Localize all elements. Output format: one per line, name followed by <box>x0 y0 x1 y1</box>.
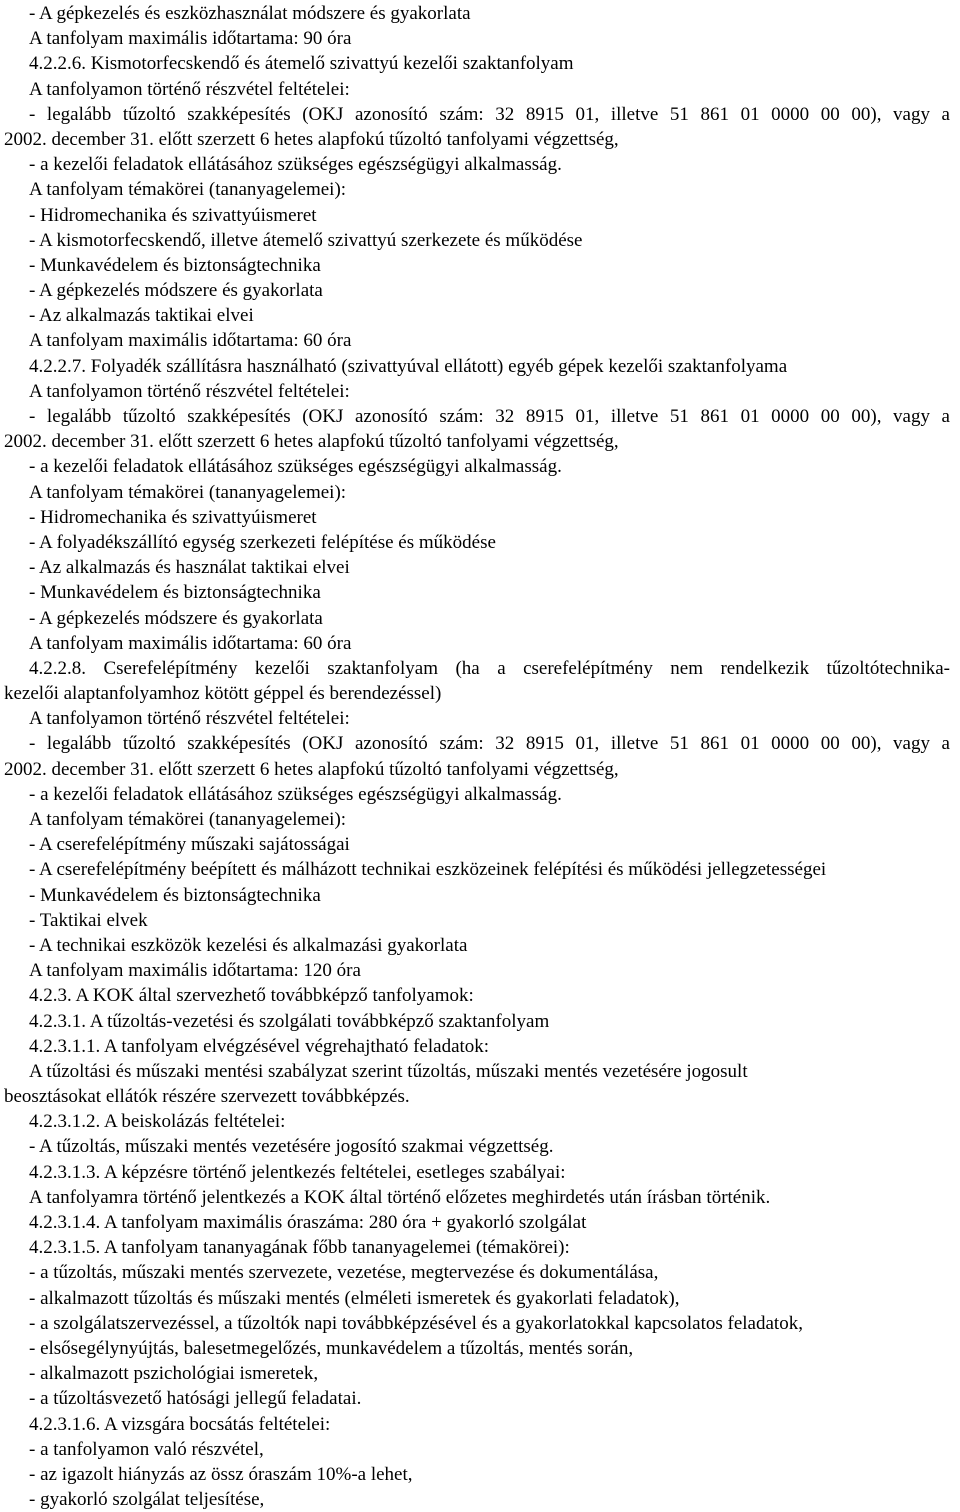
text-line: - az igazolt hiányzás az össz óraszám 10%-a lehet, <box>29 1463 413 1485</box>
text-line: 4.2.3. A KOK által szervezhető továbbképző tanfolyamok: <box>29 985 474 1007</box>
text-line: - elsősegélynyújtás, balesetmegelőzés, munkavédelem a tűzoltás, mentés során, <box>29 1337 634 1359</box>
text-line: - Taktikai elvek <box>29 909 148 931</box>
text-line: 2002. december 31. előtt szerzett 6 hetes alapfokú tűzoltó tanfolyami végzettség, <box>4 758 619 780</box>
text-line: - Hidromechanika és szivattyúismeret <box>29 204 317 226</box>
text-line: A tűzoltási és műszaki mentési szabályzat szerint tűzoltás, műszaki mentés vezetésére jogosult <box>29 1060 748 1082</box>
text-line: - a tűzoltásvezető hatósági jellegű feladatai. <box>29 1388 362 1410</box>
text-line: A tanfolyam maximális időtartama: 60 óra <box>29 632 352 654</box>
text-line: A tanfolyam maximális időtartama: 90 óra <box>29 28 352 50</box>
text-line: 4.2.3.1.3. A képzésre történő jelentkezés feltételei, esetleges szabályai: <box>29 1161 566 1183</box>
text-line: 4.2.2.6. Kismotorfecskendő és átemelő szivattyú kezelői szaktanfolyam <box>29 53 574 75</box>
text-line: A tanfolyam maximális időtartama: 120 óra <box>29 960 361 982</box>
text-line: - a tűzoltás, műszaki mentés szervezete, vezetése, megtervezése és dokumentálása, <box>29 1262 659 1284</box>
text-line: - A cserefelépítmény műszaki sajátosságai <box>29 834 350 856</box>
text-line: - A technikai eszközök kezelési és alkalmazási gyakorlata <box>29 934 468 956</box>
text-line: - a tanfolyamon való részvétel, <box>29 1438 264 1460</box>
text-line: A tanfolyam témakörei (tananyagelemei): <box>29 809 347 830</box>
text-line: 4.2.3.1. A tűzoltás-vezetési és szolgálati továbbképző szaktanfolyam <box>29 1010 550 1032</box>
text-line: - Hidromechanika és szivattyúismeret <box>29 506 317 528</box>
text-line: A tanfolyamon történő részvétel feltételei: <box>29 380 350 402</box>
text-line: A tanfolyamra történő jelentkezés a KOK által történő előzetes meghirdetés után írásban történik. <box>29 1186 771 1208</box>
text-line: - alkalmazott pszichológiai ismeretek, <box>29 1363 319 1385</box>
text-line: - legalább tűzoltó szakképesítés (OKJ azonosító szám: 32 8915 01, illetve 51 861 01 0000 00 00), vagy a <box>29 733 950 755</box>
text-line: A tanfolyamon történő részvétel feltételei: <box>29 78 350 100</box>
text-line: 4.2.3.1.1. A tanfolyam elvégzésével végrehajtható feladatok: <box>29 1035 490 1057</box>
text-line: - a kezelői feladatok ellátásához szükséges egészségügyi alkalmasság. <box>29 456 562 478</box>
text-line: - gyakorló szolgálat teljesítése, <box>29 1489 265 1511</box>
text-line: 4.2.2.7. Folyadék szállításra használható (szivattyúval ellátott) egyéb gépek kezelői szaktanfolyama <box>29 355 788 377</box>
text-line: - A cserefelépítmény beépített és málházott technikai eszközeinek felépítési és működési jellegzetességei <box>29 859 827 881</box>
text-line: A tanfolyamon történő részvétel feltételei: <box>29 708 350 730</box>
text-line: A tanfolyam témakörei (tananyagelemei): <box>29 179 347 201</box>
text-line: 2002. december 31. előtt szerzett 6 hetes alapfokú tűzoltó tanfolyami végzettség, <box>4 431 619 453</box>
text-line: - A gépkezelés módszere és gyakorlata <box>29 280 323 302</box>
text-line: A tanfolyam maximális időtartama: 60 óra <box>29 330 352 352</box>
text-line: 4.2.3.1.6. A vizsgára bocsátás feltételei: <box>29 1413 331 1435</box>
text-line: A tanfolyam témakörei (tananyagelemei): <box>29 481 347 503</box>
text-line: beosztásokat ellátók részére szervezett továbbképzés. <box>4 1086 410 1108</box>
text-line: - a kezelői feladatok ellátásához szükséges egészségügyi alkalmasság. <box>29 154 562 176</box>
text-line: 4.2.3.1.2. A beiskolázás feltételei: <box>29 1111 286 1133</box>
text-line: - legalább tűzoltó szakképesítés (OKJ azonosító szám: 32 8915 01, illetve 51 861 01 0000 00 00), vagy a <box>29 406 950 427</box>
text-line: - A gépkezelés és eszközhasználat módszere és gyakorlata <box>29 3 471 24</box>
text-line: - legalább tűzoltó szakképesítés (OKJ azonosító szám: 32 8915 01, illetve 51 861 01 0000 00 00), vagy a <box>29 103 950 125</box>
text-line: - A tűzoltás, műszaki mentés vezetésére jogosító szakmai végzettség. <box>29 1136 554 1158</box>
text-line: - a kezelői feladatok ellátásához szükséges egészségügyi alkalmasság. <box>29 783 562 805</box>
text-line: - a szolgálatszervezéssel, a tűzoltók napi továbbképzésével és a gyakorlatokkal kapcsolatos feladatok, <box>29 1312 803 1334</box>
text-line: - alkalmazott tűzoltás és műszaki mentés (elméleti ismeretek és gyakorlati feladatok), <box>29 1287 680 1309</box>
text-line: - Munkavédelem és biztonságtechnika <box>29 582 321 604</box>
text-line: - Munkavédelem és biztonságtechnika <box>29 254 321 276</box>
text-line: - A gépkezelés módszere és gyakorlata <box>29 607 323 629</box>
text-line: 4.2.2.8. Cserefelépítmény kezelői szaktanfolyam (ha a cserefelépítmény nem rendelkezik tűzoltótechnika- <box>29 657 950 679</box>
text-line: 2002. december 31. előtt szerzett 6 hetes alapfokú tűzoltó tanfolyami végzettség, <box>4 128 619 150</box>
text-line: - A kismotorfecskendő, illetve átemelő szivattyú szerkezete és működése <box>29 229 583 251</box>
text-line: - Az alkalmazás és használat taktikai elvei <box>29 557 350 579</box>
text-line: - Munkavédelem és biztonságtechnika <box>29 884 321 906</box>
text-line: 4.2.3.1.5. A tanfolyam tananyagának főbb tananyagelemei (témakörei): <box>29 1237 570 1259</box>
text-line: kezelői alaptanfolyamhoz kötött géppel és berendezéssel) <box>4 683 442 705</box>
text-line: - A folyadékszállító egység szerkezeti felépítése és működése <box>29 531 496 553</box>
text-line: - Az alkalmazás taktikai elvei <box>29 305 254 327</box>
text-line: 4.2.3.1.4. A tanfolyam maximális óraszáma: 280 óra + gyakorló szolgálat <box>29 1212 587 1233</box>
